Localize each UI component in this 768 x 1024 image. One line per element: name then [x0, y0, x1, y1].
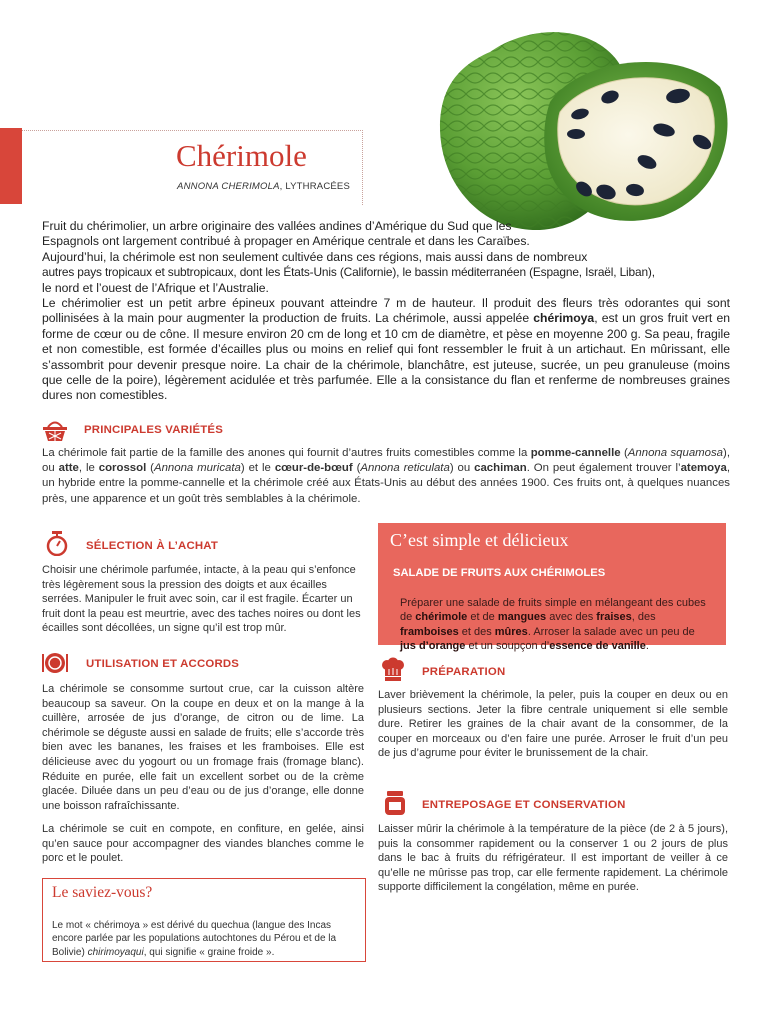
scale-icon: [44, 530, 70, 556]
chef-hat-icon: [380, 657, 406, 683]
intro-paragraph: Fruit du chérimolier, un arbre originaire des vallées andines d’Amérique du Sud que les Espagnols ont largement contribué à propager en Amérique centrale et dans les Caraïbes. Aujourd’hui, la chérimole est non seulement cultivée dans ces régions, mais aussi dans de nombreux autres pays tropicaux et subtropicaux, dont les États-Unis (Californie), le bassin méditerranéen (Espagne, Israël, Liban), le nord et l’ouest de l’Afrique et l’Australie.: [42, 219, 655, 295]
selection-paragraph: Choisir une chérimole parfumée, intacte, à la peau qui s’enfonce très légèrement sous la pression des doigts et aux écailles serrées. Manipuler le fruit avec soin, car il est fragile. Écarter un fruit dont la peau est meurtrie, avec des taches noires ou dont les écailles sont décollées, un signe qu’il est trop mûr.: [42, 564, 361, 635]
description-paragraph: Le chérimolier est un petit arbre épineux pouvant atteindre 7 m de hauteur. Il produit des fleurs très odorantes qui sont pollinisées à la main pour augmenter la production de fruits. La chérimole, aussi appelée chérimoya, est un gros fruit vert en forme de cœur ou de cône. Il mesure environ 20 cm de long et 10 cm de diamètre, et pèse en moyenne 200 g. Sa peau, fragile et non comestible, est formée d’écailles plus ou moins en relief qui font ressembler le fruit à un artichaut. En mûrissant, elle s’assombrit pour devenir presque noire. La chair de la chérimole, blanchâtre, est juteuse, sucrée, un peu granuleuse (moins que celle de la poire), légèrement acidulée et très parfumée. Elle a la consistance du flan et renferme de nombreuses graines dures non comestibles.: [42, 296, 730, 403]
recipe-name: SALADE DE FRUITS AUX CHÉRIMOLES: [393, 567, 606, 579]
page-subtitle: ANNONA CHERIMOLA, LYTHRACÉES: [177, 181, 350, 192]
varietes-paragraph: La chérimole fait partie de la famille des anones qui fournit d’autres fruits comestibles comme la pomme-cannelle (Annona squamosa), ou atte, le corossol (Annona muricata) et le cœur-de-bœuf (Annona reticulata) ou cachiman. On peut également trouver l’atemoya, un hybride entre la pomme-cannelle et la chérimole créé aux États-Unis au début des années 1900. Ces fruits ont, à quelques nuances près, une apparence et un goût très semblables à la chérimole.: [42, 447, 730, 505]
did-you-know-text: Le mot « chérimoya » est dérivé du quechua (langue des Incas encore parlée par les populations autochtones du Pérou et de la Bolivie) chirimoyaqui, qui signifie « graine froide ».: [52, 920, 337, 958]
entreposage-heading: ENTREPOSAGE ET CONSERVATION: [422, 799, 626, 811]
utilisation-paragraph-1: La chérimole se consomme surtout crue, car la cuisson altère beaucoup sa saveur. On la coupe en deux et on la mange à la cuillère, arrosée de jus d’orange, de citron ou de lime. La chérimole se déguste aussi en salade de fruits; elle s’accorde très bien avec les bananes, les fraises et les framboises. Elle est délicieuse avec du yogourt ou un fromage frais (fromage blanc). Réduite en purée, elle fait un excellent sorbet ou de la crème glacée. Diluée dans un peu d’eau ou de jus d’orange, elle donne une boisson rafraîchissante.: [42, 683, 364, 812]
selection-heading: SÉLECTION À L’ACHAT: [86, 540, 219, 552]
plate-icon: [42, 650, 68, 676]
recipe-text: Préparer une salade de fruits simple en mélangeant des cubes de chérimole et de mangues avec des fraises, des framboises et des mûres. Arroser la salade avec un peu de jus d’orange et un soupçon d’essence de vanille.: [400, 597, 706, 653]
cherimoya-illustration: [430, 22, 730, 237]
basket-icon: [42, 417, 68, 443]
varietes-heading: PRINCIPALES VARIÉTÉS: [84, 424, 224, 436]
utilisation-heading: UTILISATION ET ACCORDS: [86, 658, 240, 670]
preparation-paragraph: Laver brièvement la chérimole, la peler, puis la couper en deux ou en plusieurs sections. Jeter la fibre centrale uniquement si elle semble dure. Retirer les graines de la chair avant de la consommer, de la couper en morceaux ou d’en faire une purée. Arroser le fruit d’un peu de jus d’agrume pour éviter le brunissement de la chair.: [378, 689, 728, 760]
recipe-box-title: C’est simple et délicieux: [390, 530, 569, 550]
utilisation-paragraph-2: La chérimole se cuit en compote, en confiture, en gelée, ainsi qu’en sauce pour accompagner des viandes blanches comme le porc et le poulet.: [42, 823, 364, 865]
title-accent-bar: [0, 128, 22, 204]
entreposage-paragraph: Laisser mûrir la chérimole à la température de la pièce (de 2 à 5 jours), puis la consommer rapidement ou la conserver 1 ou 2 jours de plus dans le bac à fruits du réfrigérateur. Il est important de veiller à ce qu’elle ne mûrisse pas trop, car elle fermente rapidement. La chérimole supporte difficilement la congélation, même en purée.: [378, 823, 728, 894]
did-you-know-title: Le saviez-vous?: [52, 884, 153, 901]
preparation-heading: PRÉPARATION: [422, 666, 506, 678]
jar-icon: [382, 790, 408, 816]
page-title: Chérimole: [176, 138, 307, 173]
